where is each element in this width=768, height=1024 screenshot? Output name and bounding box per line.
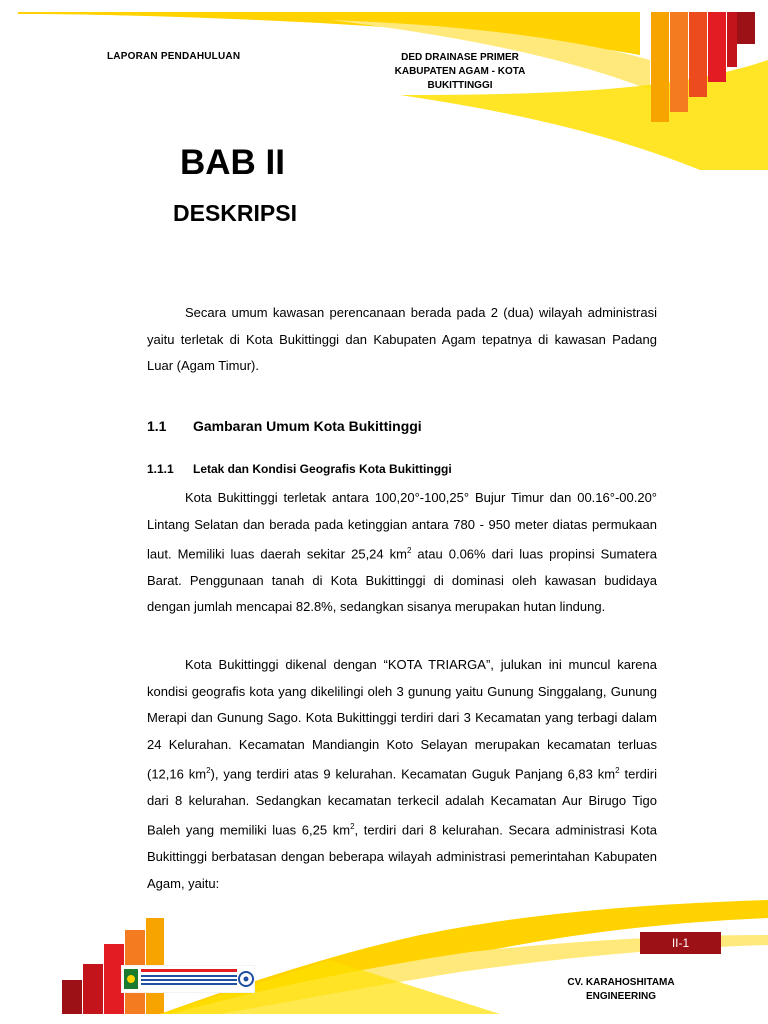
superscript: 2 <box>406 546 412 555</box>
company-line: ENGINEERING <box>585 991 656 1002</box>
superscript: 2 <box>615 766 620 775</box>
paragraph-text: Kota Bukittinggi terletak antara 100,20°-100,25° Bujur Timur dan 00.16°-00.20° Lintang Selatan dan berada pada ketinggian antara 780 - 950 meter diatas permukaan laut. Memiliki luas daerah sekitar 25,24 km <box>147 490 657 562</box>
header-report-title: LAPORAN PENDAHULUAN <box>107 51 241 62</box>
subsection-number: 1.1.1 <box>147 462 174 476</box>
footer-stripe <box>62 980 82 1014</box>
chapter-number: BAB II <box>180 143 285 182</box>
header-project-line: KABUPATEN AGAM - KOTA <box>394 66 526 77</box>
header-project-title <box>385 51 535 93</box>
paragraph-text: atau 0.06% dari luas propinsi Sumatera Barat. Penggunaan tanah di Kota Bukittinggi di dominasi oleh kawasan budidaya dengan jumlah mencapai 82.8%, sedangkan sisanya merupakan hutan lindung. <box>147 546 657 615</box>
header-stripe <box>689 12 707 97</box>
header-stripe <box>737 12 755 44</box>
section-title: Gambaran Umum Kota Bukittinggi <box>193 418 422 434</box>
intro-paragraph: Secara umum kawasan perencanaan berada pada 2 (dua) wilayah administrasi yaitu terletak di Kota Bukittinggi dan Kabupaten Agam tepatnya di kawasan Padang Luar (Agam Timur). <box>147 305 657 373</box>
footer-company-name <box>551 976 691 1004</box>
header-project-line: BUKITTINGGI <box>427 80 493 91</box>
paragraph-text: ), yang terdiri atas 9 kelurahan. Kecamatan Guguk Panjang 6,83 km <box>210 766 616 782</box>
header-project-line: DED DRAINASE PRIMER <box>401 52 519 63</box>
paragraph-text: Kota Bukittinggi dikenal dengan “KOTA TRIARGA”, julukan ini muncul karena kondisi geografis kota yang dikelilingi oleh 3 gunung yaitu Gunung Singgalang, Gunung Merapi dan Gunung Sago. Kota Bukittinggi terdiri dari 3 Kecamatan yang terbagi dalam 24 Kelurahan. Kecamatan Mandiangin Koto Selayan merupakan kecamatan terluas (12,16 km <box>147 657 657 782</box>
paragraph-geography <box>147 485 657 621</box>
page-number: II-1 <box>640 932 721 954</box>
footer-stripe <box>83 964 103 1014</box>
company-logo <box>121 965 255 993</box>
superscript: 2 <box>206 766 211 775</box>
paragraph-text: terdiri dari 8 kelurahan. Sedangkan kecamatan terkecil adalah Kecamatan Aur Birugo Tigo Baleh yang memiliki luas 6,25 km <box>147 766 657 838</box>
superscript: 2 <box>350 822 355 832</box>
header-stripe <box>708 12 726 82</box>
header-stripe <box>651 12 669 122</box>
section-number: 1.1 <box>147 418 167 434</box>
paragraph-triarga <box>147 652 657 897</box>
chapter-title: DESKRIPSI <box>173 200 297 226</box>
header-stripe <box>727 12 737 67</box>
paragraph-text: , terdiri dari 8 kelurahan. Secara administrasi Kota Bukittinggi berbatasan dengan beberapa wilayah administrasi pemerintahan Kabupaten Agam, yaitu: <box>147 822 658 891</box>
header-stripe <box>670 12 688 112</box>
subsection-title: Letak dan Kondisi Geografis Kota Bukittinggi <box>193 462 452 476</box>
section-heading <box>147 418 422 434</box>
company-line: CV. KARAHOSHITAMA <box>567 977 675 988</box>
subsection-heading <box>147 462 452 476</box>
